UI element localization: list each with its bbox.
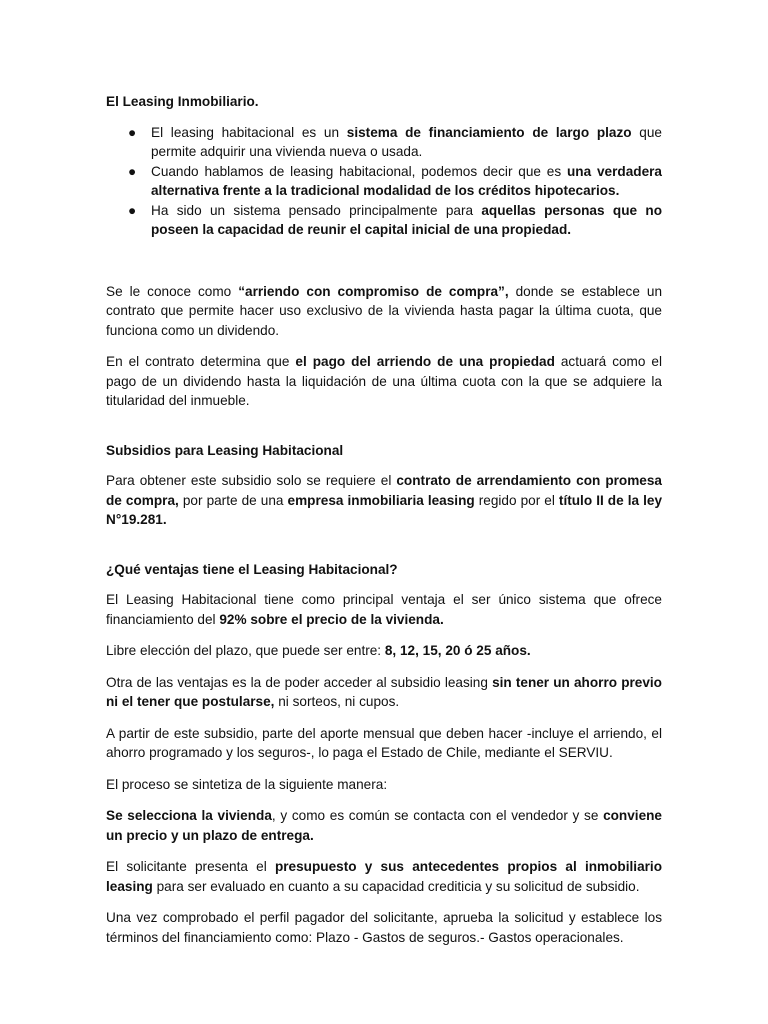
- paragraph-ahorro: Otra de las ventajas es la de poder acceder al subsidio leasing sin tener un ahorro previo ni el tener que postularse, ni sorteos, ni cupos.: [106, 674, 662, 709]
- heading-leasing-inmobiliario: El Leasing Inmobiliario.: [106, 94, 259, 109]
- paragraph-terminos: Una vez comprobado el perfil pagador del solicitante, aprueba la solicitud y establece los términos del financiamiento como: Plazo - Gastos de seguros.- Gastos operacionales.: [106, 910, 662, 945]
- bullet-icon: ●: [128, 163, 137, 179]
- paragraph-aporte: A partir de este subsidio, parte del aporte mensual que deben hacer -incluye el arriendo, el ahorro programado y los seguros-, lo paga el Estado de Chile, mediante el SERVIU.: [106, 725, 662, 760]
- list-item: ● Cuando hablamos de leasing habitacional, podemos decir que es una verdadera alternativa frente a la tradicional modalidad de los créditos hipotecarios.: [128, 163, 662, 198]
- list-item: ● Ha sido un sistema pensado principalmente para aquellas personas que no poseen la capacidad de reunir el capital inicial de una propiedad.: [128, 202, 662, 237]
- paragraph-subsidio: Para obtener este subsidio solo se requiere el contrato de arrendamiento con promesa de compra, por parte de una empresa inmobiliaria leasing regido por el título II de la ley N°19.281.: [106, 473, 663, 527]
- bullet-icon: ●: [128, 202, 137, 218]
- list-item: ● El leasing habitacional es un sistema de financiamiento de largo plazo que permite adquirir una vivienda nueva o usada.: [128, 124, 662, 159]
- paragraph-financiamiento: El Leasing Habitacional tiene como principal ventaja el ser único sistema que ofrece financiamiento del 92% sobre el precio de la vivienda.: [106, 592, 662, 627]
- heading-subsidios: Subsidios para Leasing Habitacional: [106, 442, 344, 458]
- paragraph-plazo: Libre elección del plazo, que puede ser entre: 8, 12, 15, 20 ó 25 años.: [106, 643, 531, 658]
- paragraph-solicitante: El solicitante presenta el presupuesto y sus antecedentes propios al inmobiliario leasing para ser evaluado en cuanto a su capacidad crediticia y su solicitud de subsidio.: [106, 859, 663, 894]
- paragraph-seleccion: Se selecciona la vivienda, y como es común se contacta con el vendedor y se conviene un precio y un plazo de entrega.: [106, 808, 662, 843]
- heading-ventajas: ¿Qué ventajas tiene el Leasing Habitacional?: [106, 561, 398, 577]
- document-body: [106, 92, 662, 947]
- paragraph-arriendo: Se le conoce como “arriendo con compromiso de compra”, donde se establece un contrato que permite hacer uso exclusivo de la vivienda hasta pagar la última cuota, que funciona como un dividendo.: [106, 283, 663, 338]
- bullet-list: [106, 123, 662, 240]
- bullet-icon: ●: [128, 124, 137, 140]
- paragraph-proceso: El proceso se sintetiza de la siguiente manera:: [106, 776, 388, 792]
- paragraph-contrato: En el contrato determina que el pago del arriendo de una propiedad actuará como el pago de un dividendo hasta la liquidación de una última cuota con la que se adquiere la titularidad del inmueble.: [106, 354, 663, 408]
